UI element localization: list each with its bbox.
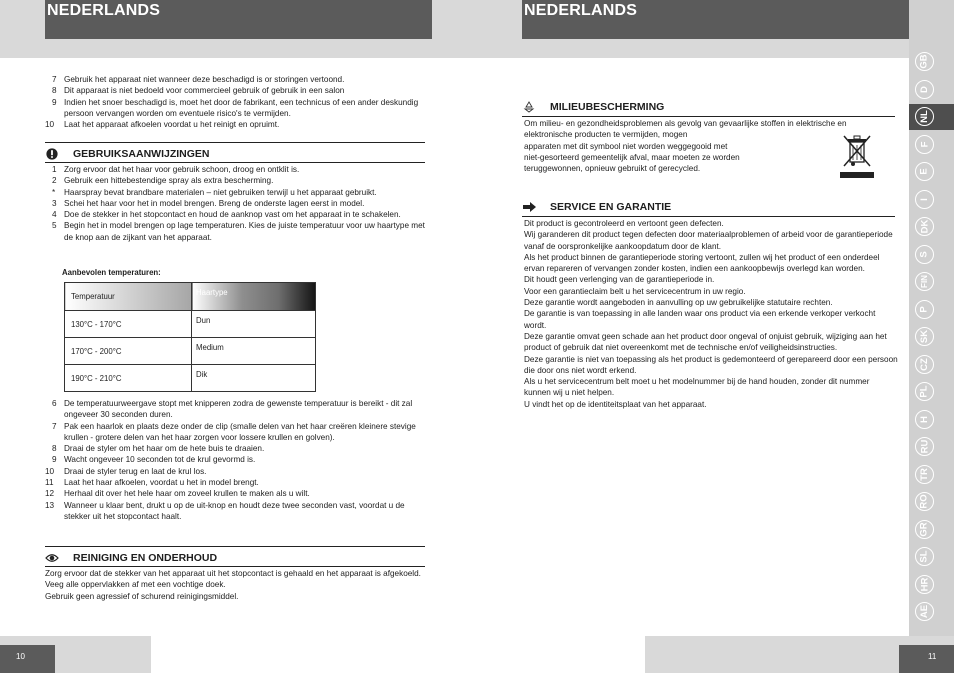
paragraph: Dit houdt geen verlenging van de garantieperiode in. <box>524 275 715 285</box>
paragraph: Dit product is gecontroleerd en vertoont geen defecten. <box>524 219 724 228</box>
page-number-left: 10 <box>0 645 55 673</box>
list-item: 10 Draai de styler terug en laat de krul los. <box>45 466 207 476</box>
list-item: 13 Wanneer u klaar bent, drukt u op de uit-knop en houdt deze twee seconden vast, voordat u de stekker uit het stopcontact haalt. <box>45 500 405 521</box>
language-tab-ru[interactable] <box>915 437 934 456</box>
recycle-icon <box>522 101 536 113</box>
language-tab-gr[interactable] <box>915 520 934 539</box>
table-cell: 190°C - 210°C <box>65 365 192 392</box>
paragraph: De garantie is van toepassing in alle landen waar ons product via een erkende verkoper verkocht wordt. <box>524 309 876 330</box>
language-tab-label: GB <box>919 54 930 69</box>
table-row <box>65 311 316 338</box>
exclamation-icon <box>45 148 59 160</box>
language-tab-hr[interactable] <box>915 575 934 594</box>
paragraph: Deze garantie omvat geen schade aan het product door ongeval of onjuist gebruik, wijziging aan het product of gebruik dat niet overeenkomt met de technische en/of veiligheidsinstructies. <box>524 331 887 353</box>
language-tab-label: P <box>919 305 930 313</box>
paragraph: Deze garantie is niet van toepassing als het product is gedemonteerd of gerepareerd door een persoon die door ons niet wordt erkend. <box>524 354 898 375</box>
table-row <box>65 365 316 392</box>
list-item: 10 Laat het apparaat afkoelen voordat u het reinigt en opruimt. <box>45 120 280 130</box>
language-tab-fin[interactable] <box>915 272 934 291</box>
table-row <box>65 338 316 365</box>
language-tab-label: RO <box>919 494 930 509</box>
language-tab-cz[interactable] <box>915 355 934 374</box>
cleaning-heading: REINIGING EN ONDERHOUD <box>45 546 425 564</box>
paragraph: Als het product binnen de garantieperiode storing vertoont, zullen wij het product of een onderdeel ervan repareren of vervangen zonder kosten, indien een aankoopbewijs overlegd kan worden. <box>524 252 880 274</box>
list-item: 9 Wacht ongeveer 10 seconden tot de krul gevormd is. <box>52 455 256 465</box>
language-tab-label: F <box>919 141 930 147</box>
language-tab-h[interactable] <box>915 410 934 429</box>
heading-underline <box>45 162 425 163</box>
list-item: 12 Herhaal dit over het hele haar om zoveel krullen te maken als u wilt. <box>45 489 310 499</box>
language-tab-gb[interactable] <box>915 52 934 71</box>
language-tab-s[interactable] <box>915 245 934 264</box>
language-tab-label: SL <box>918 550 930 563</box>
language-tab-d[interactable] <box>915 80 934 99</box>
language-tab-label: E <box>919 168 930 175</box>
list-item: 11 Laat het haar afkoelen, voordat u het in model brengt. <box>45 478 259 488</box>
table-header-cell: Temperatuur <box>65 283 192 311</box>
language-tab-dk[interactable] <box>915 217 934 236</box>
heading-underline <box>522 116 895 117</box>
cleaning-text <box>45 568 425 602</box>
language-tab-ae[interactable] <box>915 602 934 621</box>
language-tab-i[interactable] <box>915 190 934 209</box>
language-tab-label: NL <box>918 110 930 123</box>
paragraph: Wij garanderen dit product tegen defecten door materiaalproblemen of arbeid voor de garantieperiode vanaf de oorspronkelijke aankoopdatum door de klant. <box>524 230 893 251</box>
language-tab-label: TR <box>918 467 930 481</box>
paragraph: niet-gesorteerd gemeentelijk afval, maar moeten ze worden <box>524 152 740 162</box>
list-item: 2 Gebruik een hittebestendige spray als extra bescherming. <box>52 176 274 186</box>
safety-list <box>45 74 425 130</box>
instructions-list <box>45 164 425 243</box>
language-tab-label: RU <box>918 439 930 454</box>
list-item: 4 Doe de stekker in het stopcontact en houd de aanknop vast om het apparaat in te schakelen. <box>52 210 401 220</box>
heading-underline <box>45 566 425 567</box>
list-item: 3 Schei het haar voor het in model brengen. Breng de onderste lagen eerst in model. <box>52 198 365 208</box>
list-item: 6 De temperatuurweergave stopt met knipperen zodra de gewenste temperatuur is bereikt - dit zal ongeveer 30 seconden duren. <box>52 399 413 420</box>
table-cell: 130°C - 170°C <box>65 311 192 338</box>
paragraph: Deze garantie wordt aangeboden in aanvulling op uw gebruikelijke statutaire rechten. <box>524 298 833 308</box>
language-tab-sk[interactable] <box>915 327 934 346</box>
language-tab-ro[interactable] <box>915 492 934 511</box>
language-tab-label: I <box>918 197 930 201</box>
left-footer <box>0 636 151 673</box>
language-tab-nl[interactable] <box>915 107 934 126</box>
table-caption: Aanbevolen temperaturen: <box>62 268 161 277</box>
page-number-right: 11 <box>899 645 954 673</box>
language-tab-sl[interactable] <box>915 547 934 566</box>
language-tab-label: FIN <box>919 275 929 288</box>
table-header-cell: Haartype <box>192 283 316 311</box>
language-tab-f[interactable] <box>915 135 934 154</box>
right-footer <box>645 636 954 673</box>
paragraph: Zorg ervoor dat de stekker van het apparaat uit het stopcontact is gehaald en het apparaat is afgekoeld. <box>45 569 421 578</box>
arrow-right-icon <box>522 201 536 213</box>
language-tab-label: CZ <box>918 357 930 371</box>
language-tab-label: DK <box>918 219 930 234</box>
language-tab-tr[interactable] <box>915 465 934 484</box>
language-tab-label: S <box>919 250 930 258</box>
crossed-bin-icon <box>838 132 876 180</box>
paragraph: Om milieu- en gezondheidsproblemen als gevolg van gevaarlijke stoffen in elektrische en elektronische producten te vermijden, mogen <box>524 119 847 140</box>
list-item: * Haarspray bevat brandbare materialen – niet gebruiken terwijl u het apparaat gebruikt. <box>52 187 377 197</box>
warranty-text <box>524 218 898 410</box>
paragraph: U vindt het op de identiteitsplaat van het apparaat. <box>524 399 707 409</box>
temperature-table <box>64 282 316 392</box>
list-item: 7 Gebruik het apparaat niet wanneer deze beschadigd is or storingen vertoond. <box>52 75 345 84</box>
language-tab-label: AE <box>918 604 930 619</box>
table-header-row <box>65 283 316 311</box>
list-item: 9 Indien het snoer beschadigd is, moet het door de fabrikant, een technicus of een ander deskundig persoon vervangen worden om eventuele risico's te vermijden. <box>52 97 419 118</box>
language-tab-label: PL <box>918 385 930 398</box>
language-tab-label: SK <box>918 329 930 344</box>
heading-underline <box>522 216 895 217</box>
language-tab-label: D <box>919 85 930 93</box>
language-tab-pl[interactable] <box>915 382 934 401</box>
list-item: 7 Pak een haarlok en plaats deze onder de clip (smalle delen van het haar creëren kleinere stevige krullen - grotere delen van het haar zorgen voor lossere krullen en golven). <box>52 421 416 442</box>
language-tab-label: H <box>919 415 930 423</box>
instructions-heading: GEBRUIKSAANWIJZINGEN <box>45 142 425 160</box>
paragraph: teruggewonnen, opnieuw gebruikt of gerecycled. <box>524 164 701 174</box>
table-cell: Dun <box>192 311 316 338</box>
paragraph: Als u het servicecentrum belt moet u het modelnummer bij de hand houden, zonder dit nummer kunnen wij u niet helpen. <box>524 377 870 398</box>
paragraph: Gebruik geen agressief of schurend reinigingsmiddel. <box>45 591 239 601</box>
language-tab-label: GR <box>919 521 930 537</box>
list-item: 8 Draai de styler om het haar om de hete buis te draaien. <box>52 444 265 454</box>
warranty-heading: SERVICE EN GARANTIE <box>522 196 895 213</box>
environment-heading: MILIEUBESCHERMING <box>522 96 895 113</box>
paragraph: Voor een garantieclaim belt u het servicecentrum in uw regio. <box>524 286 746 296</box>
language-tab-p[interactable] <box>915 300 934 319</box>
table-cell: Medium <box>192 338 316 365</box>
table-cell: Dik <box>192 365 316 392</box>
list-item: 5 Begin het in model brengen op lage temperaturen. Kies de juiste temperatuur voor uw haartype met de knop aan de zijkant van het apparaat. <box>52 221 425 242</box>
table-cell: 170°C - 200°C <box>65 338 192 365</box>
list-item: 8 Dit apparaat is niet bedoeld voor commercieel gebruik of gebruik in een salon <box>52 86 345 96</box>
list-item: 1 Zorg ervoor dat het haar voor gebruik schoon, droog en ontklit is. <box>52 165 300 174</box>
language-tab-label: HR <box>918 577 930 591</box>
paragraph: Veeg alle oppervlakken af met een vochtige doek. <box>45 580 226 590</box>
left-page-header: NEDERLANDS <box>45 0 432 39</box>
eye-icon <box>45 552 59 564</box>
paragraph: apparaten met dit symbool niet worden weggegooid met <box>524 141 728 151</box>
instructions-list-continued <box>45 398 425 522</box>
language-tab-e[interactable] <box>915 162 934 181</box>
right-page-header: NEDERLANDS <box>522 0 909 39</box>
